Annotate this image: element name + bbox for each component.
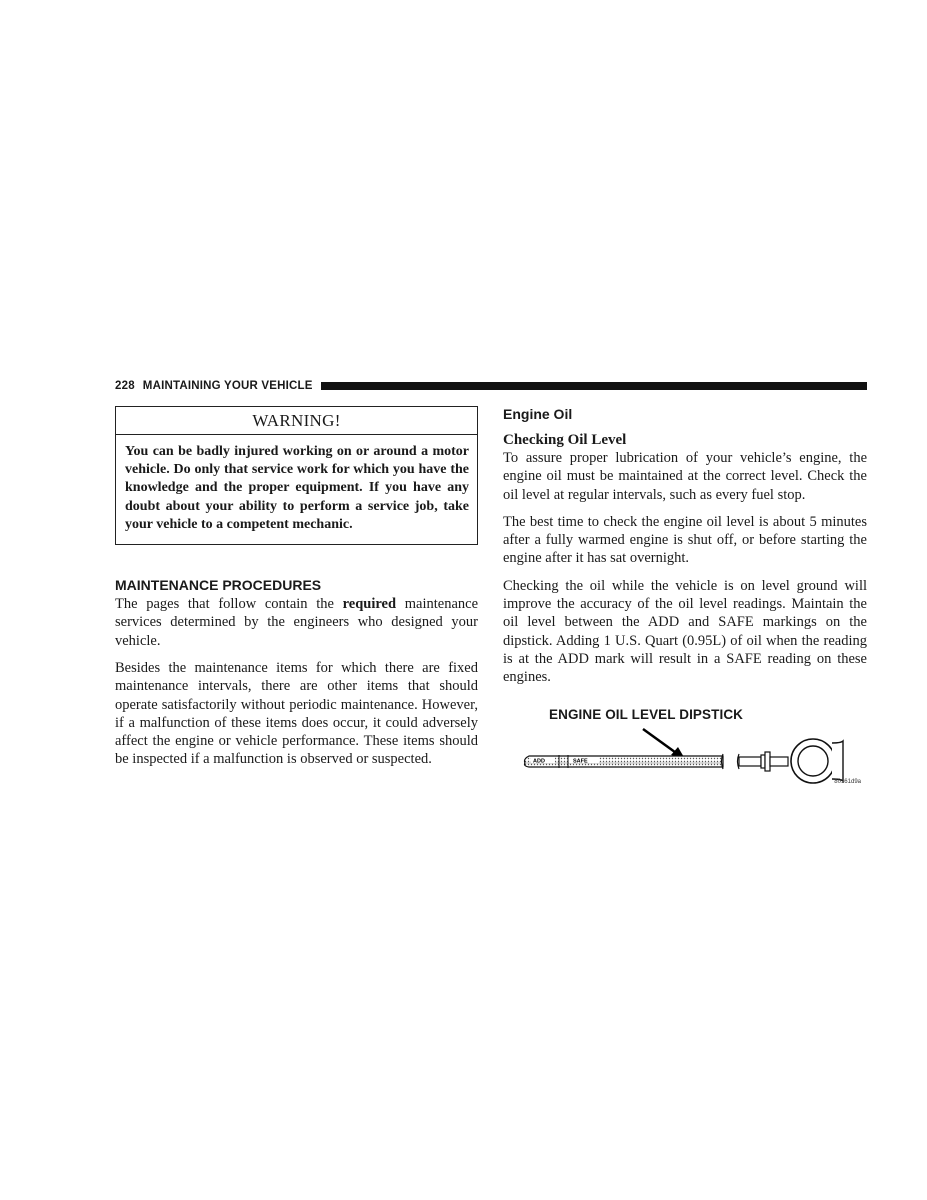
header-rule — [321, 382, 867, 390]
dipstick-figure — [503, 707, 867, 807]
dipstick-blade — [525, 754, 724, 769]
p1-text-bold: required — [342, 596, 397, 613]
p1-text-after: maintenance services determined by the engineers who designed your vehicle. — [115, 596, 479, 649]
page-number: 228 — [115, 380, 135, 392]
left-column — [115, 406, 478, 778]
maintenance-heading: MAINTENANCE PROCEDURES — [115, 577, 322, 594]
section-title: MAINTAINING YOUR VEHICLE — [142, 380, 313, 392]
add-marking: ADD — [533, 758, 545, 765]
p1-text-before: The pages that follow contain the — [115, 596, 343, 613]
right-column — [503, 406, 867, 807]
engine-oil-paragraph-1: To assure proper lubrication of your vehicle’s engine, the engine oil must be maintained at the correct level. Check the oil level at regular intervals, such as every fuel stop. — [503, 450, 867, 503]
maintenance-paragraph-2: Besides the maintenance items for which there are fixed maintenance intervals, there are other items that should operate satisfactorily without periodic maintenance. However, if a malfunction of these items does occur, it could adversely affect the engine or vehicle performance. These items should be inspected if a malfunction is observed or suspected. — [115, 659, 478, 768]
safe-marking: SAFE — [573, 758, 588, 765]
warning-text: You can be badly injured working on or around a motor vehicle. Do only that service work for which you have the knowledge and the proper equipment. If you have any doubt about your ability to perform a service job, take your vehicle to a competent mechanic. — [125, 444, 469, 532]
figure-code: 80161d9a — [834, 778, 861, 785]
page-header — [115, 378, 867, 394]
warning-title: WARNING! — [116, 407, 477, 435]
engine-oil-paragraph-3: Checking the oil while the vehicle is on level ground will improve the accuracy of the oil level readings. Maintain the oil level between the ADD and SAFE markings on the dipstick. Adding 1 U.S. Quart (0.95L) of oil when the reading is at the ADD mark will result in a SAFE reading on these engines. — [503, 577, 867, 686]
warning-box — [115, 406, 478, 545]
engine-oil-paragraph-2: The best time to check the engine oil level is about 5 minutes after a fully warmed engine is shut off, or before starting the engine after it has sat overnight. — [503, 513, 867, 567]
figure-title: ENGINE OIL LEVEL DIPSTICK — [549, 706, 744, 722]
dipstick-handle — [738, 739, 844, 783]
engine-oil-heading: Engine Oil — [503, 406, 573, 422]
pointer-arrow — [643, 729, 685, 759]
maintenance-paragraph-1 — [115, 595, 478, 650]
dipstick-illustration — [503, 721, 867, 789]
checking-oil-subheading: Checking Oil Level — [503, 432, 627, 448]
